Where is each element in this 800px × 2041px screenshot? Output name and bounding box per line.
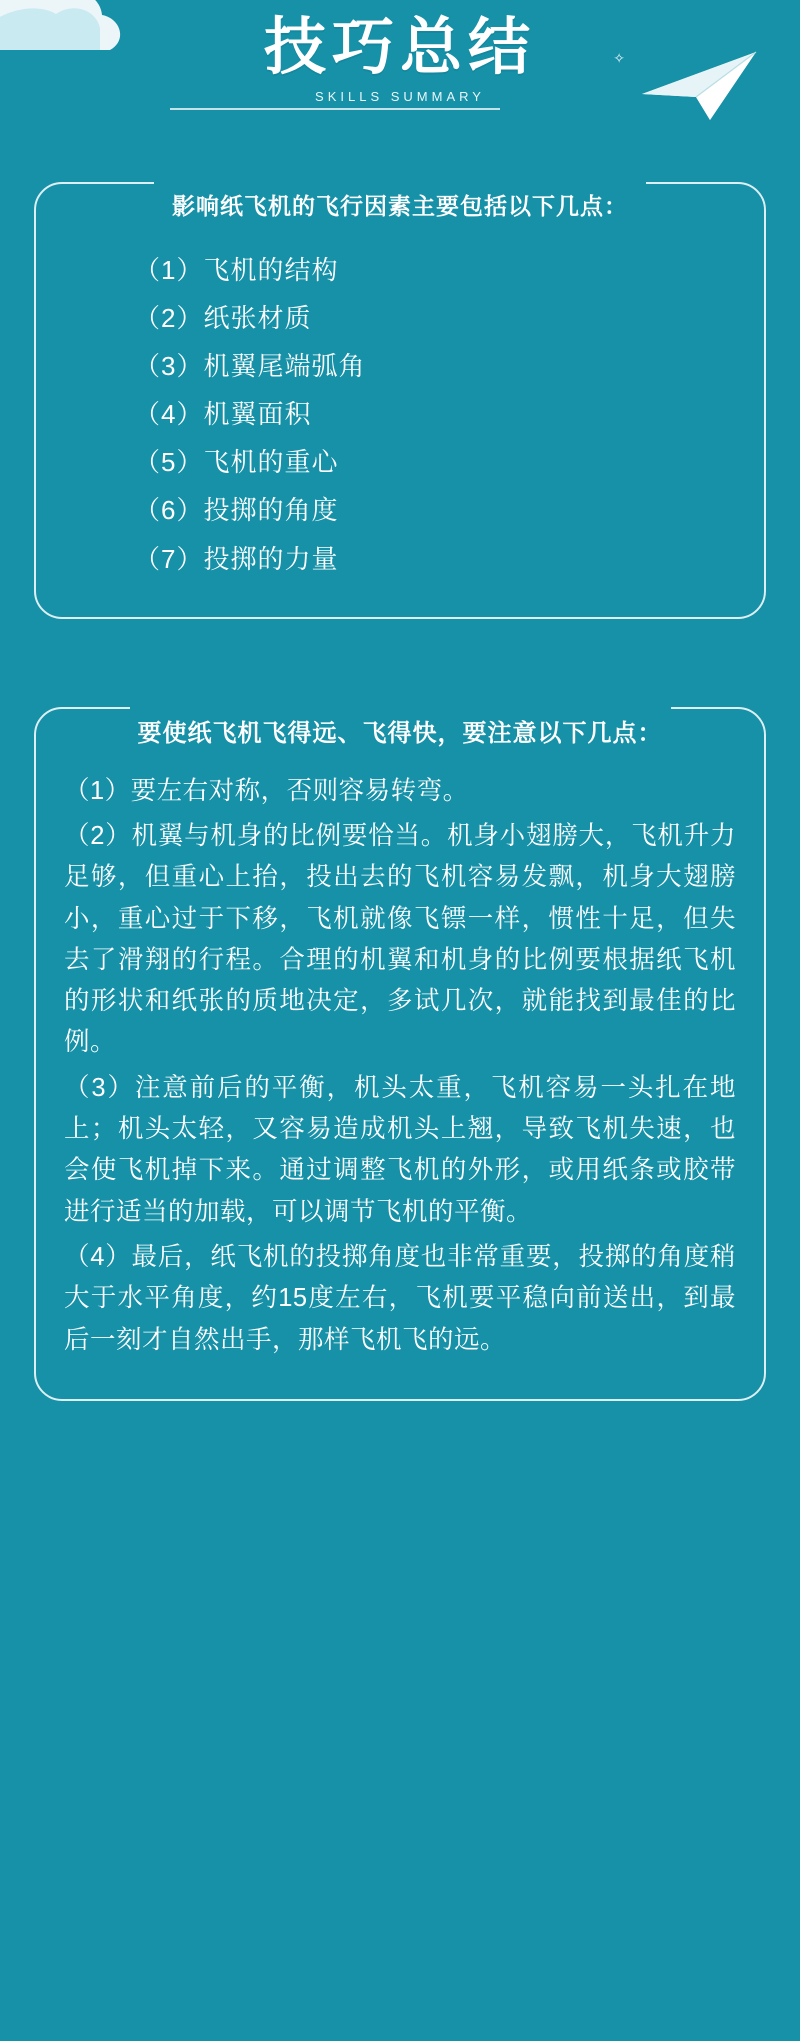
tips-list bbox=[64, 771, 736, 1361]
page-subtitle: SKILLS SUMMARY bbox=[315, 89, 485, 105]
page-title: 技巧总结 bbox=[263, 13, 536, 82]
list-item: （2）纸张材质 bbox=[134, 303, 312, 334]
list-item: （3）注意前后的平衡，机头太重，飞机容易一头扎在地上；机头太轻，又容易造成机头上翘，导致飞机失速，也会使飞机掉下来。通过调整飞机的外形，或用纸条或胶带进行适当的加载，可以调节飞机的平衡。 bbox=[64, 1073, 736, 1226]
sparkle-icon: ✧ bbox=[613, 50, 625, 66]
list-item: （4）机翼面积 bbox=[134, 399, 312, 430]
list-item: （1）要左右对称，否则容易转弯。 bbox=[64, 776, 469, 805]
list-item: （3）机翼尾端弧角 bbox=[134, 351, 366, 382]
section-factors-body bbox=[34, 182, 766, 619]
factors-list bbox=[64, 246, 736, 583]
list-item: （7）投掷的力量 bbox=[134, 543, 339, 574]
section-factors-heading-text: 影响纸飞机的飞行因素主要包括以下几点： bbox=[154, 182, 646, 227]
section-tips-heading bbox=[34, 707, 766, 754]
section-factors-heading bbox=[34, 182, 766, 227]
section-tips-body bbox=[34, 707, 766, 1401]
paper-plane-icon bbox=[634, 42, 764, 132]
bottom-spacer bbox=[0, 1401, 800, 1461]
list-item: （1）飞机的结构 bbox=[134, 255, 339, 285]
page-header bbox=[0, 0, 800, 160]
list-item: （6）投掷的角度 bbox=[134, 495, 339, 526]
section-tips-heading-text: 要使纸飞机飞得远、飞得快，要注意以下几点： bbox=[130, 707, 671, 754]
list-item: （5）飞机的重心 bbox=[134, 447, 339, 478]
section-factors bbox=[34, 182, 766, 619]
title-underline bbox=[170, 108, 500, 110]
section-tips bbox=[34, 707, 766, 1401]
list-item: （4）最后，纸飞机的投掷角度也非常重要，投掷的角度稍大于水平角度，约15度左右，飞机要平稳向前送出，到最后一刻才自然出手，那样飞机飞的远。 bbox=[64, 1242, 736, 1354]
list-item: （2）机翼与机身的比例要恰当。机身小翅膀大，飞机升力足够，但重心上抬，投出去的飞机容易发飘，机身大翅膀小，重心过于下移，飞机就像飞镖一样，惯性十足，但失去了滑翔的行程。合理的机翼和机身的比例要根据纸飞机的形状和纸张的质地决定，多试几次，就能找到最佳的比例。 bbox=[64, 821, 736, 1057]
